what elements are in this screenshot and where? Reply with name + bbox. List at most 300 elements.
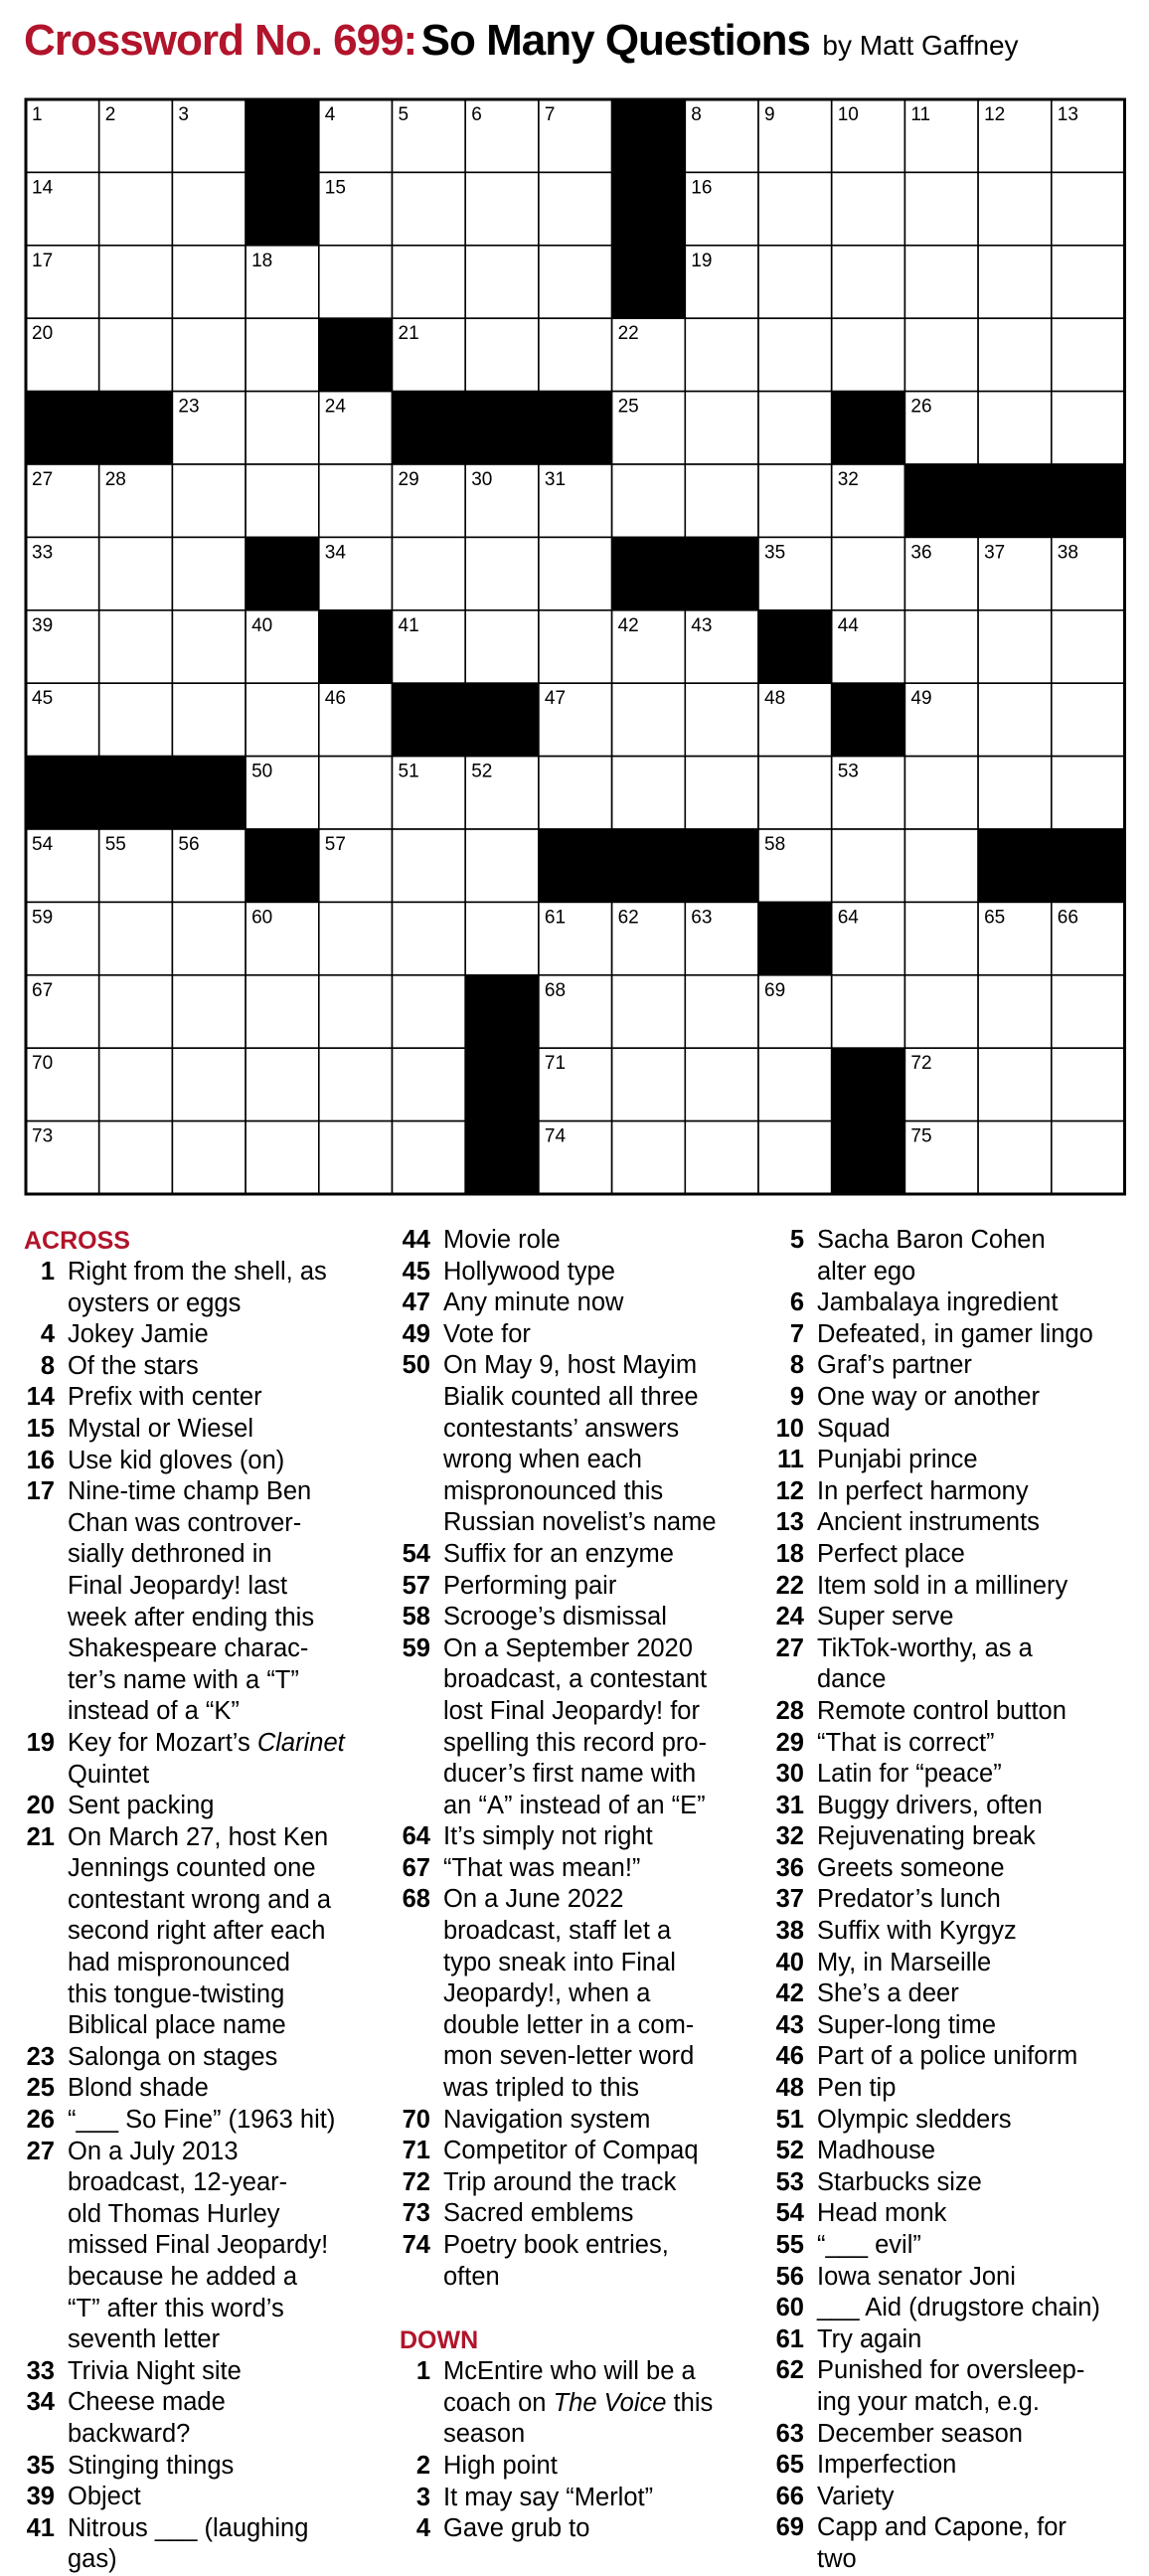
grid-cell[interactable] bbox=[99, 318, 173, 391]
cell-number: 23 bbox=[178, 396, 200, 418]
clue-text: Super serve bbox=[817, 1603, 954, 1631]
grid-block bbox=[319, 610, 393, 683]
clue-number: 8 bbox=[789, 1351, 804, 1380]
grid-cell[interactable] bbox=[904, 246, 978, 318]
clue-text: Blond shade bbox=[68, 2074, 209, 2103]
clue-text: Try again bbox=[817, 2324, 922, 2353]
grid-cell[interactable] bbox=[1052, 683, 1125, 756]
clue-number: 4 bbox=[40, 1320, 55, 1349]
grid-cell[interactable] bbox=[319, 1048, 393, 1120]
grid-cell[interactable] bbox=[978, 683, 1052, 756]
cell-number: 37 bbox=[984, 542, 1006, 564]
cell-number: 14 bbox=[32, 177, 54, 199]
grid-cell[interactable] bbox=[758, 1121, 832, 1194]
grid-cell[interactable] bbox=[172, 172, 246, 245]
across-clue bbox=[24, 2137, 382, 2356]
clue-text: On March 27, host Ken Jennings counted one contestant wrong and a second right after each had mispronounced this tongue-twisting Biblical place name bbox=[68, 1822, 332, 2040]
grid-cell[interactable] bbox=[904, 829, 978, 902]
grid-cell[interactable] bbox=[978, 1048, 1052, 1120]
grid-cell[interactable] bbox=[1052, 172, 1125, 245]
grid-block bbox=[758, 610, 832, 683]
grid-cell[interactable] bbox=[393, 975, 466, 1048]
grid-cell[interactable] bbox=[758, 318, 832, 391]
grid-cell[interactable] bbox=[172, 683, 246, 756]
grid-cell[interactable] bbox=[99, 610, 173, 683]
grid-cell[interactable] bbox=[758, 392, 832, 464]
clue-text: Punjabi prince bbox=[817, 1446, 978, 1474]
cell-number: 69 bbox=[764, 979, 786, 1001]
grid-cell[interactable] bbox=[904, 757, 978, 829]
cell-number: 71 bbox=[544, 1053, 567, 1075]
grid-cell[interactable] bbox=[246, 318, 319, 391]
grid-cell[interactable] bbox=[465, 172, 539, 245]
clue-text: Variety bbox=[817, 2482, 895, 2510]
cell-number: 15 bbox=[324, 177, 346, 199]
down-clue bbox=[773, 1853, 1141, 1885]
clue-text: “That was mean!” bbox=[443, 1853, 641, 1882]
clue-number: 72 bbox=[402, 2167, 430, 2196]
grid-cell[interactable] bbox=[465, 246, 539, 318]
clue-number: 19 bbox=[26, 1728, 55, 1757]
grid-cell[interactable] bbox=[685, 1048, 758, 1120]
cell-number: 13 bbox=[1057, 104, 1078, 125]
grid-cell[interactable] bbox=[612, 683, 686, 756]
grid-cell[interactable] bbox=[685, 683, 758, 756]
clues-column-3 bbox=[773, 1225, 1141, 2576]
cell-number: 73 bbox=[32, 1125, 54, 1147]
grid-cell[interactable] bbox=[172, 1121, 246, 1194]
grid-block bbox=[832, 683, 905, 756]
grid-cell[interactable] bbox=[246, 1048, 319, 1120]
clue-number: 44 bbox=[402, 1226, 430, 1254]
clue-number: 50 bbox=[402, 1351, 430, 1380]
clue-text: Use kid gloves (on) bbox=[68, 1446, 285, 1474]
grid-cell[interactable] bbox=[832, 246, 905, 318]
cell-number: 9 bbox=[764, 104, 775, 125]
clue-number: 2 bbox=[415, 2451, 430, 2480]
grid-block bbox=[26, 392, 99, 464]
grid-cell[interactable] bbox=[99, 246, 173, 318]
down-clue bbox=[773, 1791, 1141, 1822]
cell-number: 27 bbox=[32, 469, 54, 490]
cell-number: 52 bbox=[471, 761, 493, 782]
grid-cell[interactable] bbox=[539, 172, 612, 245]
across-clue bbox=[24, 1822, 382, 2042]
grid-cell[interactable] bbox=[1052, 1121, 1125, 1194]
grid-cell[interactable] bbox=[172, 1048, 246, 1120]
cell-number: 25 bbox=[617, 396, 639, 418]
cell-number: 62 bbox=[617, 907, 639, 929]
across-clue bbox=[24, 2482, 382, 2513]
grid-cell[interactable] bbox=[246, 392, 319, 464]
grid-cell[interactable] bbox=[685, 1121, 758, 1194]
grid-block bbox=[978, 829, 1052, 902]
clue-text: On a September 2020 broadcast, a contestant lost Final Jeopardy! for spelling this record pro- ducer’s first name with an “A” instead of an “E” bbox=[443, 1633, 708, 1819]
grid-cell[interactable] bbox=[539, 757, 612, 829]
grid-cell[interactable] bbox=[1052, 757, 1125, 829]
cell-number: 53 bbox=[837, 761, 859, 782]
clue-number: 55 bbox=[775, 2231, 804, 2259]
clue-text: Imperfection bbox=[817, 2451, 957, 2480]
clue-number: 21 bbox=[26, 1822, 55, 1851]
clue-text: Nine-time champ Ben Chan was controver- sially dethroned in Final Jeopardy! last week after ending this Shakespeare charac- ter’s name with a “T” instead of a “K” bbox=[68, 1477, 315, 1726]
grid-cell[interactable] bbox=[393, 1048, 466, 1120]
grid-cell[interactable] bbox=[99, 1121, 173, 1194]
grid-cell[interactable] bbox=[99, 172, 173, 245]
down-clue bbox=[773, 1539, 1141, 1571]
clue-number: 22 bbox=[775, 1571, 804, 1600]
grid-cell[interactable] bbox=[978, 975, 1052, 1048]
puzzle-title: So Many Questions bbox=[420, 16, 810, 65]
across-clue bbox=[400, 1602, 757, 1633]
grid-cell[interactable] bbox=[832, 975, 905, 1048]
across-clue bbox=[24, 2387, 382, 2450]
grid-block bbox=[612, 246, 686, 318]
grid-block bbox=[832, 1048, 905, 1120]
grid-cell[interactable] bbox=[172, 464, 246, 537]
grid-block bbox=[393, 683, 466, 756]
grid-cell[interactable] bbox=[758, 246, 832, 318]
down-clue bbox=[773, 1476, 1141, 1508]
grid-cell[interactable] bbox=[612, 1048, 686, 1120]
grid-cell[interactable] bbox=[172, 318, 246, 391]
clue-text: Nitrous ___ (laughing gas) bbox=[68, 2513, 309, 2574]
across-clue bbox=[400, 1853, 757, 1885]
grid-block bbox=[246, 537, 319, 609]
clue-text: High point bbox=[443, 2451, 558, 2480]
grid-cell[interactable] bbox=[465, 537, 539, 609]
across-clue bbox=[400, 2136, 757, 2167]
cell-number: 54 bbox=[32, 834, 54, 855]
down-clue bbox=[773, 2105, 1141, 2137]
grid-block bbox=[465, 1121, 539, 1194]
grid-cell[interactable] bbox=[685, 464, 758, 537]
grid-cell[interactable] bbox=[1052, 246, 1125, 318]
clue-number: 3 bbox=[415, 2483, 430, 2511]
across-clue bbox=[400, 1350, 757, 1539]
across-clue bbox=[400, 2105, 757, 2137]
clue-number: 24 bbox=[775, 1603, 804, 1631]
clue-number: 45 bbox=[402, 1257, 430, 1286]
grid-cell[interactable] bbox=[319, 464, 393, 537]
across-clue bbox=[400, 1225, 757, 1257]
down-clue bbox=[773, 1884, 1141, 1916]
grid-cell[interactable] bbox=[832, 318, 905, 391]
grid-cell[interactable] bbox=[393, 829, 466, 902]
cell-number: 47 bbox=[544, 688, 567, 710]
grid-cell[interactable] bbox=[172, 975, 246, 1048]
clue-number: 48 bbox=[775, 2074, 804, 2103]
grid-cell[interactable] bbox=[758, 1048, 832, 1120]
grid-cell[interactable] bbox=[465, 318, 539, 391]
down-clue bbox=[773, 1759, 1141, 1791]
puzzle-byline: by Matt Gaffney bbox=[822, 30, 1019, 61]
grid-block bbox=[539, 392, 612, 464]
grid-cell[interactable] bbox=[1052, 610, 1125, 683]
grid-cell[interactable] bbox=[832, 172, 905, 245]
clue-text: Poetry book entries, often bbox=[443, 2231, 669, 2291]
grid-cell[interactable] bbox=[978, 610, 1052, 683]
grid-cell[interactable] bbox=[172, 610, 246, 683]
clue-text: Latin for “peace” bbox=[817, 1760, 1002, 1789]
grid-cell[interactable] bbox=[393, 537, 466, 609]
clue-number: 7 bbox=[789, 1319, 804, 1348]
cell-number: 48 bbox=[764, 688, 786, 710]
grid-cell[interactable] bbox=[539, 246, 612, 318]
cell-number: 33 bbox=[32, 542, 54, 564]
grid-cell[interactable] bbox=[319, 757, 393, 829]
grid-cell[interactable] bbox=[978, 392, 1052, 464]
clue-text: Any minute now bbox=[443, 1288, 624, 1317]
cell-number: 10 bbox=[837, 104, 859, 125]
cell-number: 50 bbox=[251, 761, 273, 782]
grid-cell[interactable] bbox=[758, 172, 832, 245]
grid-cell[interactable] bbox=[904, 902, 978, 974]
clue-number: 57 bbox=[402, 1571, 430, 1600]
grid-cell[interactable] bbox=[319, 246, 393, 318]
grid-cell[interactable] bbox=[612, 1121, 686, 1194]
grid-cell[interactable] bbox=[904, 172, 978, 245]
clue-text: Sacha Baron Cohen alter ego bbox=[817, 1226, 1046, 1286]
across-clue bbox=[400, 2167, 757, 2199]
grid-cell[interactable] bbox=[978, 1121, 1052, 1194]
clue-text: Graf’s partner bbox=[817, 1351, 972, 1380]
grid-block bbox=[685, 829, 758, 902]
clue-number: 28 bbox=[775, 1696, 804, 1725]
grid-cell[interactable] bbox=[539, 318, 612, 391]
grid-block bbox=[612, 172, 686, 245]
grid-cell[interactable] bbox=[246, 464, 319, 537]
grid-cell[interactable] bbox=[758, 464, 832, 537]
cell-number: 32 bbox=[837, 469, 859, 490]
clue-text: Olympic sledders bbox=[817, 2105, 1012, 2134]
cell-number: 31 bbox=[544, 469, 567, 490]
grid-cell[interactable] bbox=[393, 246, 466, 318]
clue-number: 46 bbox=[775, 2042, 804, 2071]
clue-number: 29 bbox=[775, 1728, 804, 1757]
grid-cell[interactable] bbox=[539, 537, 612, 609]
grid-block bbox=[26, 757, 99, 829]
clue-number: 37 bbox=[775, 1885, 804, 1914]
cell-number: 5 bbox=[398, 104, 410, 125]
across-clue bbox=[24, 2105, 382, 2137]
clue-number: 51 bbox=[775, 2105, 804, 2134]
grid-cell[interactable] bbox=[904, 318, 978, 391]
puzzle-number: Crossword No. 699: bbox=[24, 16, 417, 65]
across-clue bbox=[24, 2073, 382, 2105]
clue-text: Defeated, in gamer lingo bbox=[817, 1319, 1093, 1348]
clue-text: Navigation system bbox=[443, 2105, 651, 2134]
clue-number: 67 bbox=[402, 1853, 430, 1882]
clues-column-2 bbox=[400, 1225, 757, 2545]
clue-text: Squad bbox=[817, 1414, 891, 1443]
cell-number: 74 bbox=[544, 1125, 567, 1147]
cell-number: 65 bbox=[984, 907, 1006, 929]
clue-text: Part of a police uniform bbox=[817, 2042, 1078, 2071]
grid-cell[interactable] bbox=[99, 975, 173, 1048]
down-clue bbox=[773, 2324, 1141, 2356]
grid-cell[interactable] bbox=[832, 537, 905, 609]
clue-number: 65 bbox=[775, 2451, 804, 2480]
cell-number: 24 bbox=[324, 396, 346, 418]
grid-block bbox=[832, 392, 905, 464]
clue-text: Rejuvenating break bbox=[817, 1822, 1036, 1851]
grid-cell[interactable] bbox=[1052, 318, 1125, 391]
clue-text: Performing pair bbox=[443, 1571, 617, 1600]
across-heading: ACROSS bbox=[24, 1227, 130, 1255]
across-clue bbox=[24, 1446, 382, 1477]
cell-number: 12 bbox=[984, 104, 1006, 125]
clue-text: “That is correct” bbox=[817, 1728, 995, 1757]
clue-text: Salonga on stages bbox=[68, 2042, 278, 2071]
clue-number: 71 bbox=[402, 2137, 430, 2165]
clue-number: 68 bbox=[402, 1885, 430, 1914]
cell-number: 18 bbox=[251, 250, 273, 271]
grid-cell[interactable] bbox=[246, 1121, 319, 1194]
crossword-grid bbox=[24, 97, 1127, 1196]
grid-cell[interactable] bbox=[246, 975, 319, 1048]
grid-cell[interactable] bbox=[1052, 975, 1125, 1048]
clue-text: Cheese made backward? bbox=[68, 2388, 226, 2448]
clue-text: Remote control button bbox=[817, 1696, 1067, 1725]
grid-block bbox=[612, 829, 686, 902]
clue-number: 36 bbox=[775, 1853, 804, 1882]
grid-cell[interactable] bbox=[539, 610, 612, 683]
cell-number: 42 bbox=[617, 614, 639, 636]
grid-cell[interactable] bbox=[832, 829, 905, 902]
clue-text: Perfect place bbox=[817, 1539, 965, 1568]
down-heading: DOWN bbox=[400, 2326, 479, 2355]
grid-cell[interactable] bbox=[612, 464, 686, 537]
grid-cell[interactable] bbox=[172, 537, 246, 609]
clue-text: It may say “Merlot” bbox=[443, 2483, 654, 2511]
grid-cell[interactable] bbox=[1052, 392, 1125, 464]
grid-cell[interactable] bbox=[393, 1121, 466, 1194]
clue-text: On May 9, host Mayim Bialik counted all three contestants’ answers wrong when each mispronounced this Russian novelist’s name bbox=[443, 1351, 717, 1537]
grid-cell[interactable] bbox=[685, 392, 758, 464]
clue-text: Pen tip bbox=[817, 2074, 897, 2103]
across-clue bbox=[400, 1633, 757, 1822]
grid-cell[interactable] bbox=[465, 610, 539, 683]
clue-number: 43 bbox=[775, 2010, 804, 2039]
grid-cell[interactable] bbox=[978, 757, 1052, 829]
puzzle-header bbox=[24, 16, 1127, 76]
clue-text: On a July 2013 broadcast, 12-year- old Thomas Hurley missed Final Jeopardy! because he added a “T” after this word’s seventh letter bbox=[68, 2137, 329, 2354]
cell-number: 36 bbox=[910, 542, 932, 564]
cell-number: 60 bbox=[251, 907, 273, 929]
grid-cell[interactable] bbox=[685, 975, 758, 1048]
across-clue bbox=[400, 1319, 757, 1351]
down-clue bbox=[773, 1728, 1141, 1760]
grid-cell[interactable] bbox=[904, 610, 978, 683]
cell-number: 19 bbox=[691, 250, 713, 271]
grid-cell[interactable] bbox=[685, 757, 758, 829]
clue-number: 62 bbox=[775, 2356, 804, 2385]
grid-cell[interactable] bbox=[758, 757, 832, 829]
down-clue bbox=[773, 2419, 1141, 2451]
cell-number: 61 bbox=[544, 907, 567, 929]
down-clue bbox=[773, 2512, 1141, 2575]
clue-number: 39 bbox=[26, 2483, 55, 2511]
clue-text: Prefix with center bbox=[68, 1383, 262, 1412]
clue-text: Mystal or Wiesel bbox=[68, 1414, 254, 1443]
clue-text: Trip around the track bbox=[443, 2167, 677, 2196]
grid-cell[interactable] bbox=[99, 902, 173, 974]
grid-cell[interactable] bbox=[393, 172, 466, 245]
clue-number: 16 bbox=[26, 1446, 55, 1474]
clue-text: Key for Mozart’s Clarinet Quintet bbox=[68, 1728, 345, 1789]
down-clue bbox=[773, 1978, 1141, 2010]
grid-cell[interactable] bbox=[904, 975, 978, 1048]
clue-text: Buggy drivers, often bbox=[817, 1791, 1043, 1819]
grid-cell[interactable] bbox=[172, 246, 246, 318]
clue-number: 31 bbox=[775, 1791, 804, 1819]
down-clue bbox=[773, 1916, 1141, 1948]
clue-text: One way or another bbox=[817, 1382, 1040, 1411]
clue-number: 60 bbox=[775, 2294, 804, 2322]
cell-number: 28 bbox=[104, 469, 126, 490]
clue-number: 32 bbox=[775, 1822, 804, 1851]
grid-cell[interactable] bbox=[978, 318, 1052, 391]
across-clue bbox=[24, 1791, 382, 1822]
clue-number: 61 bbox=[775, 2324, 804, 2353]
clue-text: On a June 2022 broadcast, staff let a typo sneak into Final Jeopardy!, when a double letter in a com- mon seven-letter word was tripled to this bbox=[443, 1885, 695, 2103]
grid-block bbox=[612, 99, 686, 172]
grid-cell[interactable] bbox=[978, 172, 1052, 245]
cell-number: 1 bbox=[32, 104, 43, 125]
down-clue bbox=[400, 2356, 757, 2451]
grid-cell[interactable] bbox=[1052, 1048, 1125, 1120]
grid-cell[interactable] bbox=[99, 1048, 173, 1120]
grid-cell[interactable] bbox=[99, 683, 173, 756]
grid-cell[interactable] bbox=[612, 975, 686, 1048]
clue-number: 59 bbox=[402, 1633, 430, 1662]
down-clue bbox=[773, 2450, 1141, 2482]
grid-cell[interactable] bbox=[319, 1121, 393, 1194]
clue-number: 41 bbox=[26, 2513, 55, 2542]
grid-cell[interactable] bbox=[612, 757, 686, 829]
clue-text: McEntire who will be a coach on The Voice this season bbox=[443, 2357, 714, 2449]
across-clue bbox=[24, 1319, 382, 1351]
grid-cell[interactable] bbox=[465, 829, 539, 902]
cell-number: 67 bbox=[32, 979, 54, 1001]
down-clue bbox=[773, 2198, 1141, 2230]
grid-cell[interactable] bbox=[246, 683, 319, 756]
grid-block bbox=[832, 1121, 905, 1194]
grid-cell[interactable] bbox=[172, 902, 246, 974]
clue-text: Punished for oversleep- ing your match, e.g. bbox=[817, 2356, 1085, 2416]
clue-number: 17 bbox=[26, 1477, 55, 1506]
grid-cell[interactable] bbox=[99, 537, 173, 609]
clue-text: Sent packing bbox=[68, 1792, 215, 1820]
clue-text: Madhouse bbox=[817, 2137, 936, 2165]
clue-number: 15 bbox=[26, 1414, 55, 1443]
down-clue bbox=[773, 1445, 1141, 1476]
cell-number: 64 bbox=[837, 907, 859, 929]
grid-cell[interactable] bbox=[319, 975, 393, 1048]
cell-number: 8 bbox=[691, 104, 702, 125]
across-clue bbox=[24, 2356, 382, 2388]
cell-number: 30 bbox=[471, 469, 493, 490]
cell-number: 3 bbox=[178, 104, 189, 125]
grid-cell[interactable] bbox=[319, 902, 393, 974]
grid-cell[interactable] bbox=[685, 318, 758, 391]
grid-cell[interactable] bbox=[465, 902, 539, 974]
grid-block bbox=[393, 392, 466, 464]
grid-cell[interactable] bbox=[393, 902, 466, 974]
grid-cell[interactable] bbox=[978, 246, 1052, 318]
clue-number: 74 bbox=[402, 2231, 430, 2259]
